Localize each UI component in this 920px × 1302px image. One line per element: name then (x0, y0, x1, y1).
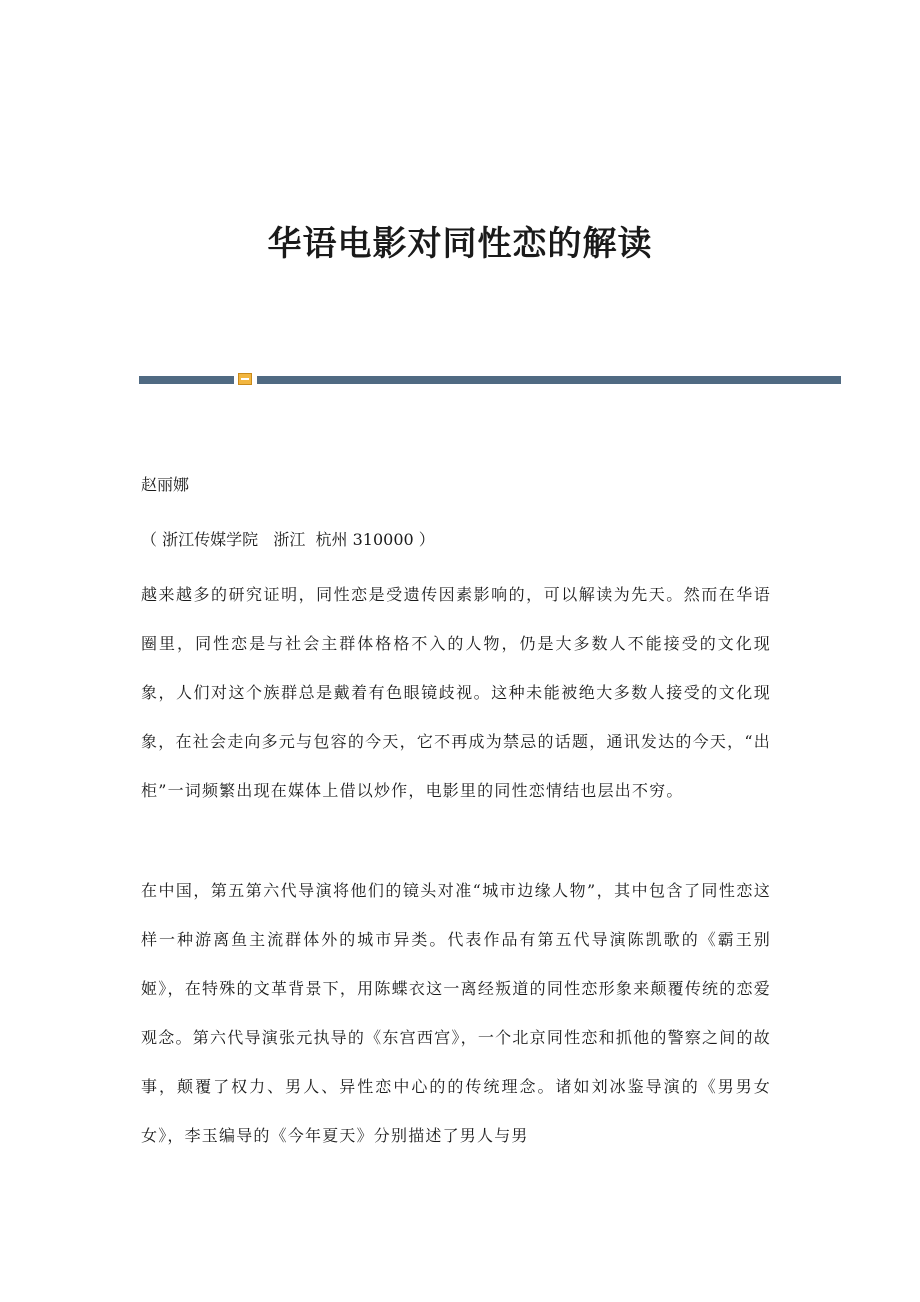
divider-bar-right (257, 376, 841, 384)
body-paragraph-2: 在中国，第五第六代导演将他们的镜头对准“城市边缘人物”，其中包含了同性恋这样一种游离鱼主流群体外的城市异类。代表作品有第五代导演陈凯歌的《霸王别姬》，在特殊的文革背景下，用陈蝶衣这一离经叛道的同性恋形象来颠覆传统的恋爱观念。第六代导演张元执导的《东宫西宫》，一个北京同性恋和抓他的警察之间的故事，颠覆了权力、男人、异性恋中心的的传统理念。诸如刘冰鉴导演的《男男女女》，李玉编导的《今年夏天》分别描述了男人与男 (141, 881, 771, 1145)
divider-bar-left (139, 376, 234, 384)
author-name: 赵丽娜 (141, 475, 190, 494)
author-affiliation: （ 浙江传媒学院 浙江 杭州 310000 ） (141, 530, 435, 549)
title-divider (139, 372, 841, 386)
document-title: 华语电影对同性恋的解读 (267, 224, 653, 264)
divider-ornament-icon (238, 373, 252, 385)
body-paragraph-1: 越来越多的研究证明，同性恋是受遗传因素影响的，可以解读为先天。然而在华语圈里，同性恋是与社会主群体格格不入的人物，仍是大多数人不能接受的文化现象，人们对这个族群总是戴着有色眼镜歧视。这种未能被绝大多数人接受的文化现象，在社会走向多元与包容的今天，它不再成为禁忌的话题，通讯发达的今天，“出柜”一词频繁出现在媒体上借以炒作，电影里的同性恋情结也层出不穷。 (141, 585, 771, 800)
